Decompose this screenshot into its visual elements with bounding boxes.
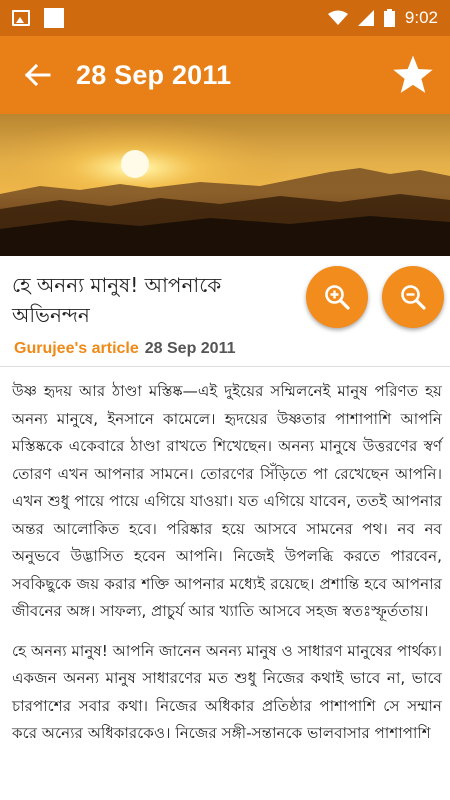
gallery-notification-icon (12, 10, 30, 26)
article-paragraph: হে অনন্য মানুষ! আপনি জানেন অনন্য মানুষ ও সাধারণ মানুষের পার্থক্য। একজন অনন্য মানুষ সাধারণের মত শুধু নিজের কথাই ভাবে না, ভাবে চারপাশের সবার কথা। নিজের অধিকার প্রতিষ্ঠার পাশাপাশি সে সম্মান করে অন্যের অধিকারকেও। নিজের সঙ্গী-সন্তানকে ভালবাসার পাশাপাশি (12, 641, 442, 742)
article-header (0, 256, 450, 366)
favorite-button[interactable] (376, 36, 450, 114)
article-date: 28 Sep 2011 (144, 340, 236, 357)
page-title: 28 Sep 2011 (76, 59, 232, 90)
status-indicators (328, 8, 438, 28)
article-meta (14, 340, 236, 358)
divider (0, 366, 450, 367)
status-time: 9:02 (404, 8, 438, 27)
app-bar (0, 36, 450, 114)
status-bar (0, 0, 450, 36)
article-author: Gurujee's article (14, 340, 139, 357)
signal-icon (358, 10, 374, 26)
status-notifications (12, 8, 64, 28)
header-image (0, 114, 450, 256)
zoom-in-button[interactable] (306, 266, 368, 328)
zoom-in-icon (324, 284, 350, 310)
back-button[interactable] (0, 36, 76, 114)
wifi-icon (328, 10, 348, 26)
sunrise-image (0, 114, 450, 256)
article-paragraph: উষ্ণ হৃদয় আর ঠাণ্ডা মস্তিষ্ক—এই দুইয়ের সম্মিলনেই মানুষ পরিণত হয় অনন্য মানুষে, ইনসানে কামেলে। হৃদয়ের উষ্ণতার পাশাপাশি আপনি মস্তিষ্ককে একেবারে ঠাণ্ডা রাখতে শিখেছেন। অনন্য মানুষে উত্তরণের স্বর্ণ তোরণ এখন আপনার সামনে। তোরণের সিঁড়িতে পা রেখেছেন আপনি। এখন শুধু পায়ে পায়ে এগিয়ে যাওয়া। যত এগিয়ে যাবেন, ততই আপনার অন্তর আলোকিত হবে। পরিষ্কার হয়ে আসবে সামনের পথ। নব নব অনুভবে উদ্ভাসিত হবেন আপনি। নিজেই উপলব্ধি করতে পারবেন, সবকিছুকে জয় করার শক্তি আপনার মধ্যেই রয়েছে। প্রশান্তি হবে আপনার জীবনের অঙ্গ। সাফল্য, প্রাচুর্য আর খ্যাতি আসবে সহজ স্বতঃস্ফূর্ততায়। (12, 382, 442, 620)
article-title: হে অনন্য মানুষ! আপনাকে অভিনন্দন (12, 273, 222, 327)
arrow-back-icon (25, 64, 51, 86)
zoom-out-button[interactable] (382, 266, 444, 328)
star-icon (391, 54, 435, 96)
square-notification-icon (44, 8, 64, 28)
battery-icon (384, 9, 395, 27)
zoom-out-icon (400, 284, 426, 310)
article-body (12, 378, 442, 760)
